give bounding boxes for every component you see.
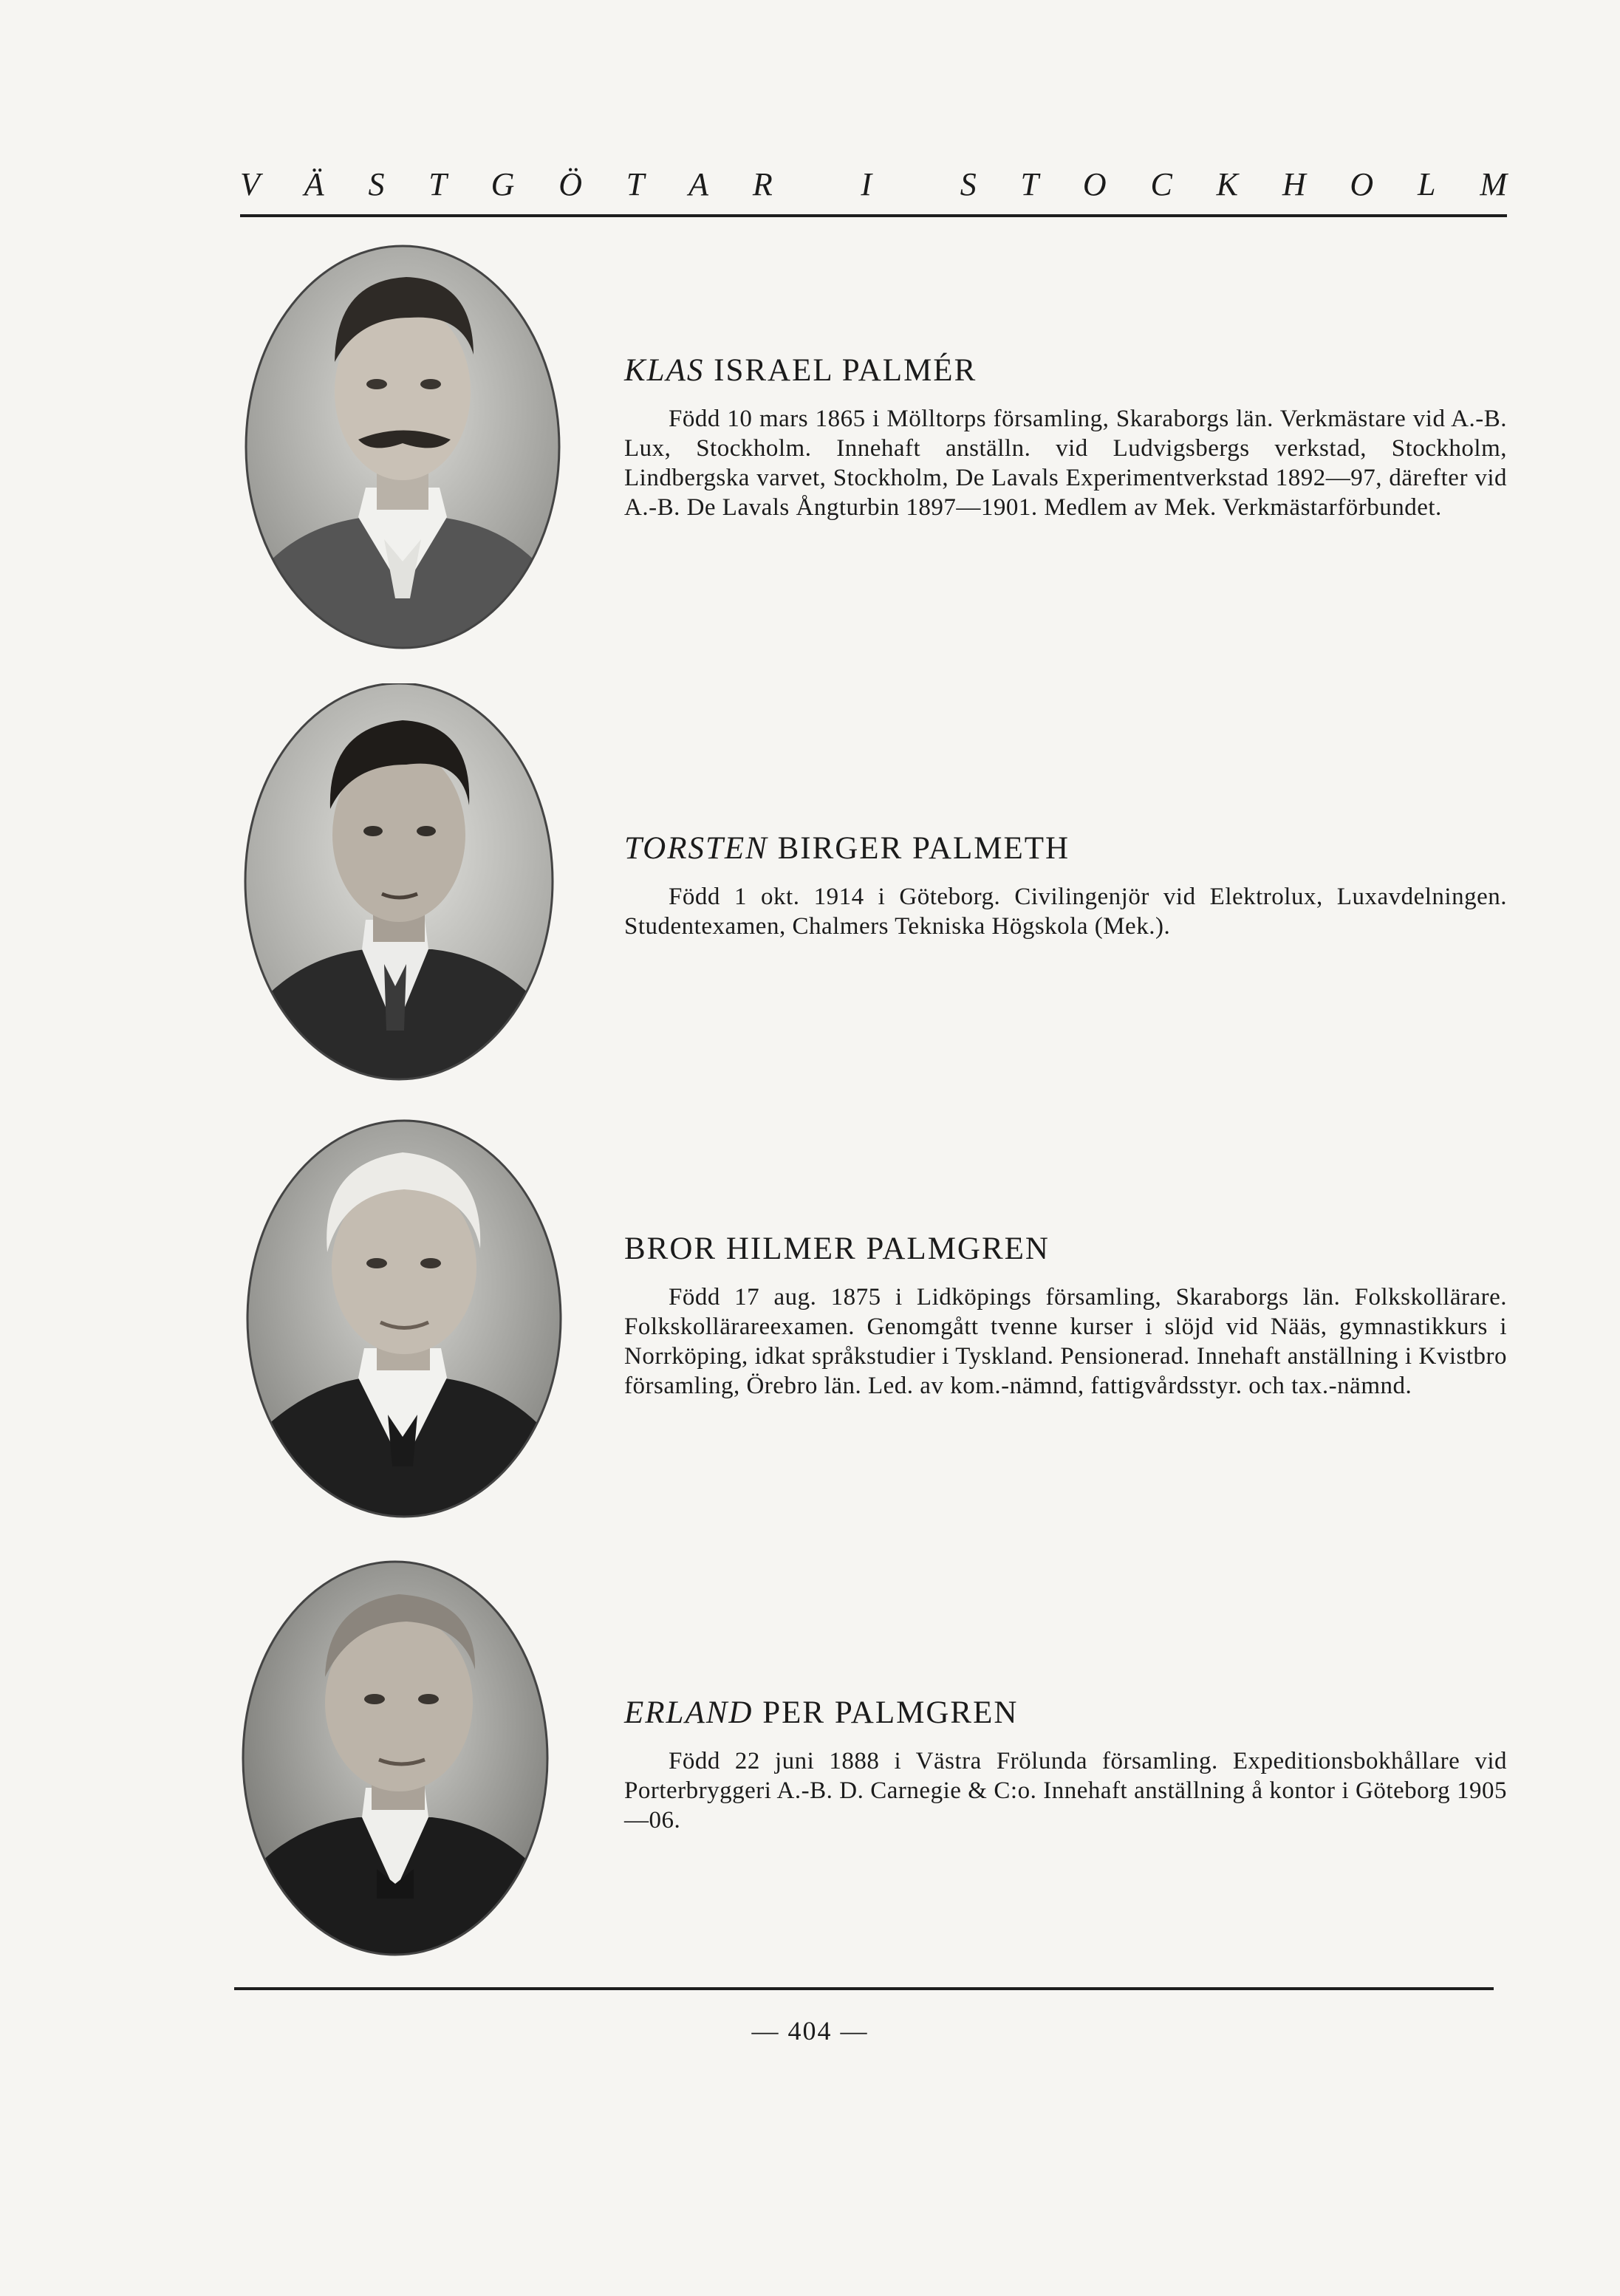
person-name	[624, 831, 1507, 866]
portrait-photo-icon	[240, 1559, 565, 1972]
biography-paragraph: Född 10 mars 1865 i Mölltorps församling, Skaraborgs län. Verkmästare vid A.-B. Lux, Stockholm. Innehaft anställn. vid Ludvigsbergs verkstad, Stockholm, Lindbergska varvet, Stockholm, De Lavals Experimentverkstad 1892—97, därefter vid A.-B. De Lavals Ångturbin 1897—1901. Medlem av Mek. Verkmästarförbundet.	[624, 406, 1507, 522]
biography-paragraph: Född 17 aug. 1875 i Lidköpings församling, Skaraborgs län. Folkskollärare. Folkskollärareexamen. Genomgått tvenne kurser i slöjd vid Nääs, gymnastikkurs i Norrköping, idkat språkstudier i Tyskland. Pensionerad. Innehaft anställning i Kvistbro församling, Örebro län. Led. av kom.-nämnd, fattigvårdsstyr. och tax.-nämnd.	[624, 1284, 1507, 1400]
footer-rule	[234, 1987, 1494, 1990]
portrait-photo-icon	[240, 683, 565, 1097]
biography-text-block	[624, 1231, 1507, 1401]
running-head-letter: M	[1480, 166, 1507, 202]
biography-paragraph: Född 1 okt. 1914 i Göteborg. Civilingenjör vid Elektrolux, Luxavdelningen. Studentexamen, Chalmers Tekniska Högskola (Mek.).	[624, 884, 1507, 940]
biography-text-block	[624, 1695, 1507, 1835]
person-name	[624, 1231, 1507, 1266]
person-name	[624, 353, 1507, 388]
biography-entry	[240, 1559, 1507, 1972]
first-name: TORSTEN	[624, 831, 768, 866]
running-head-letter: R	[752, 166, 773, 202]
running-head-letter: O	[1082, 166, 1107, 202]
running-head-letter: S	[368, 166, 385, 202]
biography-entry	[240, 683, 1507, 1097]
running-head-letter: T	[1020, 166, 1039, 202]
running-head-letter: Ä	[304, 166, 324, 202]
running-head	[240, 168, 1507, 201]
running-head-letter: O	[1350, 166, 1374, 202]
running-head-letter: Ö	[558, 166, 582, 202]
running-head-letter: I	[861, 166, 872, 202]
person-name	[624, 1695, 1507, 1730]
portrait-photo-icon	[240, 244, 565, 657]
running-head-letter: C	[1150, 166, 1172, 202]
surname: BIRGER PALMETH	[777, 831, 1070, 866]
biography-entry	[240, 244, 1507, 657]
running-head-letter: A	[688, 166, 708, 202]
biography-entry	[240, 1119, 1507, 1533]
biography-text-block	[624, 353, 1507, 522]
running-head-letter: T	[626, 166, 645, 202]
biography-text-block	[624, 831, 1507, 941]
running-head-letter: H	[1282, 166, 1306, 202]
portrait-photo-icon	[240, 1119, 565, 1533]
surname: ISRAEL PALMÉR	[714, 353, 977, 388]
header-rule	[240, 214, 1507, 217]
running-head-letter: T	[428, 166, 447, 202]
first-name: KLAS	[624, 353, 705, 388]
running-head-letter: S	[960, 166, 977, 202]
running-head-letter: G	[491, 166, 515, 202]
biography-paragraph: Född 22 juni 1888 i Västra Frölunda församling. Expeditionsbokhållare vid Porterbryggeri A.-B. D. Carnegie & C:o. Innehaft anställning å kontor i Göteborg 1905—06.	[624, 1748, 1507, 1834]
running-head-letter: L	[1418, 166, 1436, 202]
first-name: ERLAND	[624, 1695, 753, 1730]
surname: BROR HILMER PALMGREN	[624, 1231, 1050, 1266]
page-number: — 404 —	[751, 2016, 869, 2046]
running-head-letter: K	[1216, 166, 1238, 202]
surname: PER PALMGREN	[762, 1695, 1019, 1730]
running-head-letter: V	[240, 166, 260, 202]
